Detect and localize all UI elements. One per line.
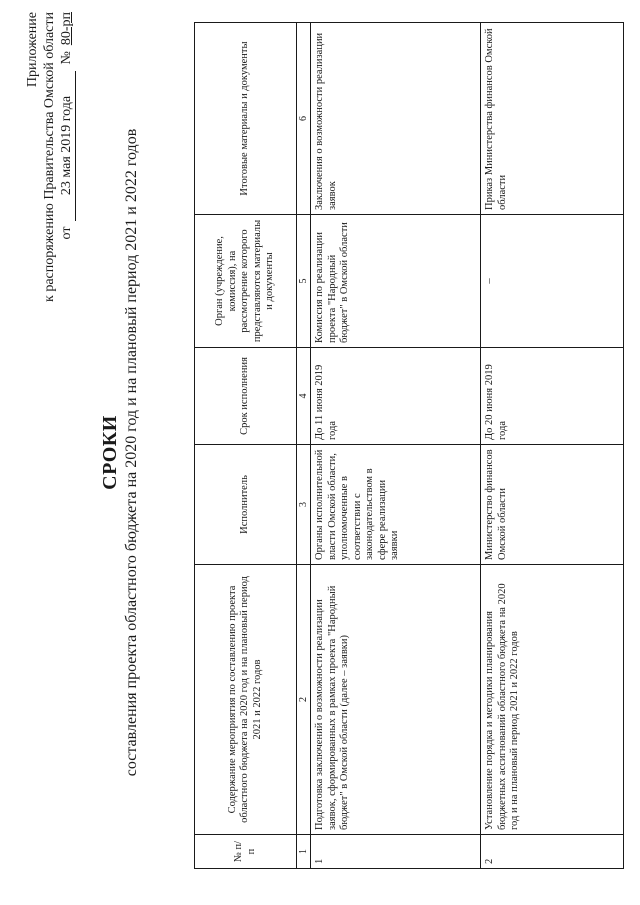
column-number: 2 — [297, 565, 311, 835]
header-cell-deadline: Срок исполнения — [195, 348, 297, 445]
appendix-label: Приложение — [25, 12, 40, 88]
table-row — [481, 23, 624, 869]
document-titles — [98, 0, 141, 905]
document-subtitle: составления проекта областного бюджета на 2020 год и на плановый период 2021 и 2022 годов — [123, 128, 140, 777]
row-content: Подготовка заключений о возможности реализации заявок, сформированных в рамках проекта "Народный бюджет" в Омской области (далее – заявки) — [311, 565, 481, 835]
order-date: 23 мая 2019 года — [58, 71, 76, 221]
order-number: 80-рп — [59, 12, 74, 46]
column-number-row — [297, 23, 311, 869]
header-cell-organ: Орган (учреждение, комиссия), на рассмотрение которого представляются материалы и документы — [195, 215, 297, 348]
row-executor: Органы исполнительной власти Омской области, уполномоченные в соответствии с законодательством в сфере реализации заявки — [311, 445, 481, 565]
row-executor: Министерство финансов Омской области — [481, 445, 624, 565]
header-cell-result: Итоговые материалы и документы — [195, 23, 297, 215]
column-number: 4 — [297, 348, 311, 445]
column-number: 1 — [297, 835, 311, 869]
schedule-table — [194, 22, 624, 869]
row-deadline: До 11 июня 2019 года — [311, 348, 481, 445]
column-number: 3 — [297, 445, 311, 565]
row-number: 2 — [481, 835, 624, 869]
row-organ: Комиссия по реализации проекта "Народный бюджет" в Омской области — [311, 215, 481, 348]
table-row — [311, 23, 481, 869]
row-number: 1 — [311, 835, 481, 869]
header-cell-num: № п/п — [195, 835, 297, 869]
column-number: 5 — [297, 215, 311, 348]
table-header-row — [195, 23, 297, 869]
from-label: от — [59, 226, 74, 240]
document-header — [24, 12, 76, 352]
row-result: Заключения о возможности реализации заявок — [311, 23, 481, 215]
row-deadline: До 20 июня 2019 года — [481, 348, 624, 445]
number-label: № — [59, 51, 74, 65]
row-result: Приказ Министерства финансов Омской области — [481, 23, 624, 215]
row-content: Установление порядка и методики планирования бюджетных ассигнований областного бюджета на 2020 год и на плановый период 2021 и 2022 годов — [481, 565, 624, 835]
row-organ: – — [481, 215, 624, 348]
column-number: 6 — [297, 23, 311, 215]
order-reference: к распоряжению Правительства Омской области — [42, 12, 57, 302]
document-title: СРОКИ — [99, 415, 121, 490]
header-cell-executor: Исполнитель — [195, 445, 297, 565]
header-cell-content: Содержание мероприятия по составлению проекта областного бюджета на 2020 год и на плановый период 2021 и 2022 годов — [195, 565, 297, 835]
